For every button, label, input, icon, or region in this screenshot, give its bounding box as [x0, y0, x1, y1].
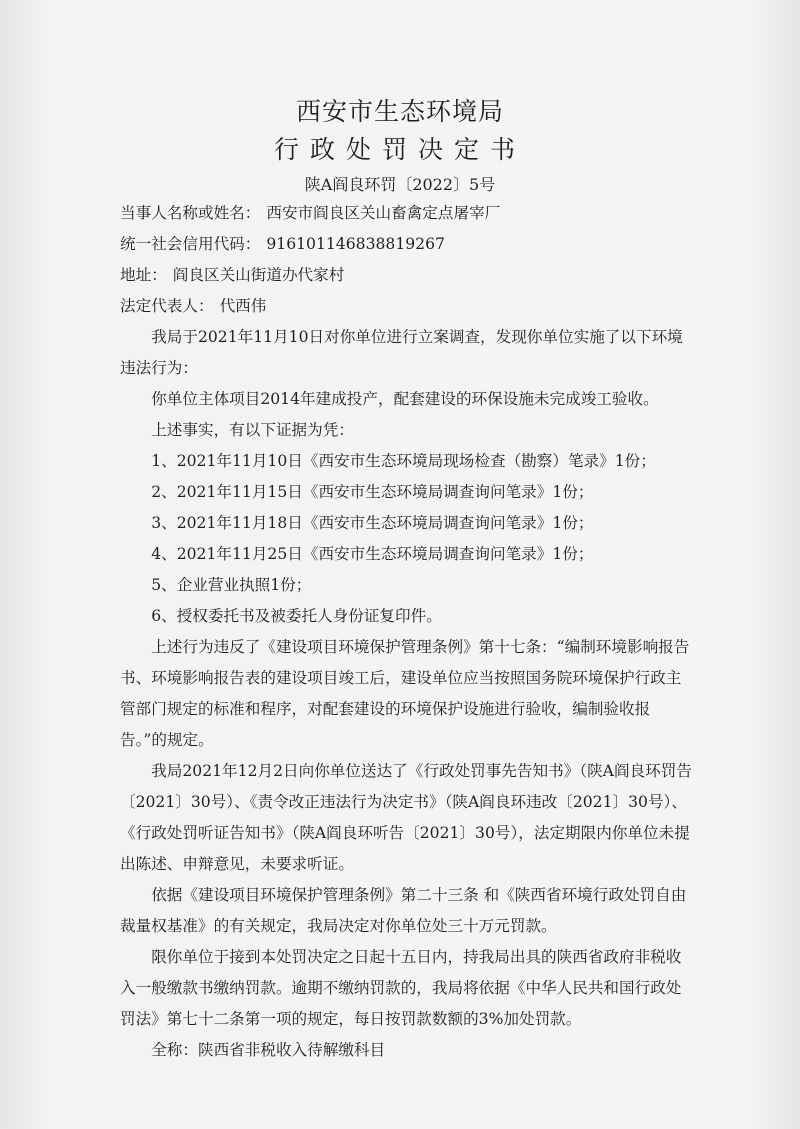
paragraph-notification: 我局2021年12月2日向你单位送达了《行政处罚事先告知书》（陕A阎良环罚告〔2021〕30号）、《责令改正违法行为决定书》（陕A阎良环违改〔2021〕30号）、《行政处罚听证告知书》（陕A阎良环听告〔2021〕30号），法定期限内你单位未提出陈述、申辩意见，未要求听证。	[120, 762, 692, 873]
document-number: 陕A阎良环罚〔2022〕5号	[304, 175, 496, 194]
paragraph-violation: 你单位主体项目2014年建成投产，配套建设的环保设施未完成竣工验收。	[151, 390, 659, 408]
paragraph-decision: 依据《建设项目环境保护管理条例》第二十三条 和《陕西省环境行政处罚自由裁量权基准》的有关规定，我局决定对你单位处三十万元罚款。	[120, 886, 687, 935]
legal-rep-value: 代西伟	[219, 297, 267, 315]
paragraph-regulation: 上述行为违反了《建设项目环境保护管理条例》第十七条：“编制环境影响报告书、环境影响报告表的建设项目竣工后，建设单位应当按照国务院环境保护行政主管部门规定的标准和程序，对配套建设的环境保护设施进行验收，编制验收报告。”的规定。	[120, 638, 690, 749]
agency-title: 西安市生态环境局	[295, 97, 504, 126]
evidence-item: 4、2021年11月25日《西安市生态环境局调查询问笔录》1份；	[151, 545, 594, 563]
credit-code-value: 916101146838819267	[266, 235, 445, 253]
evidence-item: 5、企业营业执照1份；	[151, 576, 312, 594]
address-label: 地址：	[120, 266, 167, 284]
document-body	[120, 198, 695, 1066]
paragraph-investigation: 我局于2021年11月10日对你单位进行立案调查，发现你单位实施了以下环境违法行为：	[120, 328, 683, 377]
paragraph-account-name: 全称：陕西省非税收入待解缴科目	[151, 1041, 386, 1059]
credit-code-label: 统一社会信用代码：	[120, 235, 261, 253]
legal-rep-line	[120, 291, 695, 322]
party-name-label: 当事人名称或姓名：	[120, 204, 261, 222]
evidence-item: 6、授权委托书及被委托人身份证复印件。	[151, 607, 442, 625]
paragraph-payment: 限你单位于接到本处罚决定之日起十五日内，持我局出具的陕西省政府非税收入一般缴款书缴纳罚款。逾期不缴纳罚款的，我局将依据《中华人民共和国行政处罚法》第七十二条第一项的规定，每日按罚款数额的3%加处罚款。	[120, 948, 682, 1028]
document-title: 行政处罚决定书	[273, 135, 526, 164]
evidence-item: 2、2021年11月15日《西安市生态环境局调查询问笔录》1份；	[151, 483, 594, 501]
credit-code-line	[120, 229, 695, 260]
address-value: 阎良区关山街道办代家村	[172, 266, 345, 284]
party-name-line	[120, 198, 695, 229]
legal-rep-label: 法定代表人：	[120, 297, 214, 315]
evidence-item: 3、2021年11月18日《西安市生态环境局调查询问笔录》1份；	[151, 514, 594, 532]
party-name-value: 西安市阎良区关山畜禽定点屠宰厂	[266, 204, 501, 222]
evidence-item: 1、2021年11月10日《西安市生态环境局现场检查（勘察）笔录》1份；	[151, 452, 656, 470]
address-line	[120, 260, 695, 291]
paragraph-evidence-intro: 上述事实，有以下证据为凭：	[151, 421, 354, 439]
